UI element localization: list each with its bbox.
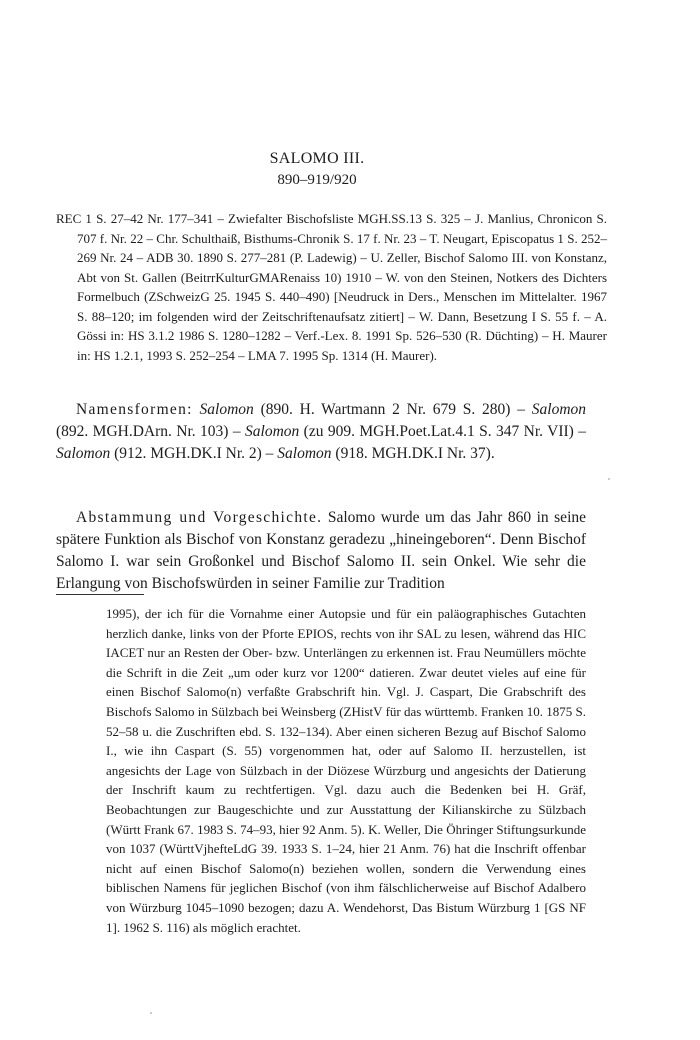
tenure-dates: 890–919/920 — [277, 172, 357, 188]
name-form-source: (892. MGH.DArn. Nr. 103) – — [56, 423, 246, 440]
name-form: Salomon — [199, 401, 254, 418]
footnote-divider — [56, 594, 144, 595]
ancestry-text: Salomo wurde um das Jahr 860 in seine spätere Funktion als Bischof von Konstanz geradezu „hineingeboren“. Denn Bischof Salomo I. war sein Großonkel und Bischof Salomo II. sein Onkel. Wie sehr die Erlangung von Bischofswürden in seiner Familie zur Tradition — [56, 509, 586, 592]
name-form-source: (912. MGH.DK.I Nr. 2) – — [110, 445, 278, 462]
name-form: Salomon — [277, 445, 332, 462]
name-form: Salomon — [56, 445, 111, 462]
footnote-text: 1995), der ich für die Vornahme einer Autopsie und für ein paläographisches Gutachten herzlich danke, links von der Pforte EPIOS, rechts von ihr SAL zu lesen, während das HIC IACET nur an Resten der Ober- bzw. Unterlängen zu erkennen ist. Frau Neumüllers möchte die Schrift in die Zeit „um oder kurz vor 1200“ datieren. Zwar deutet vieles auf eine für einen Bischof Salomo(n) verfaßte Grabschrift hin. Vgl. J. Caspart, Die Grabschrift des Bischofs Salomo in Sülzbach bei Weinsberg (ZHistV für das württemb. Franken 10. 1875 S. 52–58 u. die Zuschriften ebd. S. 132–134). Aber einen sicheren Bezug auf Bischof Salomo I., wie ihn Caspart (S. 55) vorgenommen hat, oder auf Salomo II. herzustellen, ist angesichts der Lage von Sülzbach in der Diözese Würzburg und angesichts der Datierung der Inschrift kaum zu rechtfertigen. Vgl. dazu auch die Bedenken bei H. Gräf, Beobachtungen zur Baugeschichte und zur Ausstattung der Kilianskirche zu Sülzbach (Württ Frank 67. 1983 S. 74–93, hier 92 Anm. 5). K. Weller, Die Öhringer Stiftungsurkunde von 1037 (WürttVjhefteLdG 39. 1933 S. 1–24, hier 21 Anm. 76) hat die Inschrift offenbar nicht auf einen Bischof Salomo(n) beziehen wollen, sondern die Verwendung eines biblischen Namens für jeglichen Bischof (von ihm fälschlicherweise auf Bischof Adalbero von Würzburg 1045–1090 bezogen; dazu A. Wendehorst, Das Bistum Würzburg 1 [GS NF 1]. 1962 S. 116) als möglich erachtet. — [106, 606, 586, 935]
page-title: SALOMO III. — [269, 150, 365, 167]
ancestry-paragraph — [56, 507, 586, 595]
name-form: Salomon — [531, 401, 587, 418]
name-forms-paragraph — [56, 399, 586, 465]
name-form-source: (918. MGH.DK.I Nr. 37). — [331, 445, 495, 462]
name-forms-label: Namensformen: — [76, 401, 193, 418]
bibliography-paragraph: REC 1 S. 27–42 Nr. 177–341 – Zwiefalter Bischofsliste MGH.SS.13 S. 325 – J. Manlius, Chronicon S. 707 f. Nr. 22 – Chr. Schulthaiß, Bisthums-Chronik S. 17 f. Nr. 23 – T. Neugart, Episcopatus 1 S. 252–269 Nr. 24 – ADB 30. 1890 S. 277–281 (P. Ladewig) – U. Zeller, Bischof Salomo III. von Konstanz, Abt von St. Gallen (BeitrrKulturGMARenaiss 10) 1910 – W. von den Steinen, Notkers des Dichters Formelbuch (ZSchweizG 25. 1945 S. 440–490) [Neudruck in Ders., Menschen im Mittelalter. 1967 S. 88–120; im folgenden wird der Zeitschriftenaufsatz zitiert] – W. Dann, Besetzung I S. 55 f. – A. Gössi in: HS 3.1.2 1986 S. 1280–1282 – Verf.-Lex. 8. 1991 Sp. 526–530 (R. Düchting) – H. Maurer in: HS 1.2.1, 1993 S. 252–254 – LMA 7. 1995 Sp. 1314 (H. Maurer). — [56, 211, 607, 363]
name-form: Salomon — [245, 423, 300, 440]
paper-speck — [608, 478, 610, 480]
paper-speck — [150, 1012, 152, 1014]
name-form-source: (890. H. Wartmann 2 Nr. 679 S. 280) – — [253, 401, 532, 418]
name-form-source: (zu 909. MGH.Poet.Lat.4.1 S. 347 Nr. VII) – — [299, 423, 586, 440]
ancestry-label: Abstammung und Vorgeschichte. — [76, 509, 323, 526]
